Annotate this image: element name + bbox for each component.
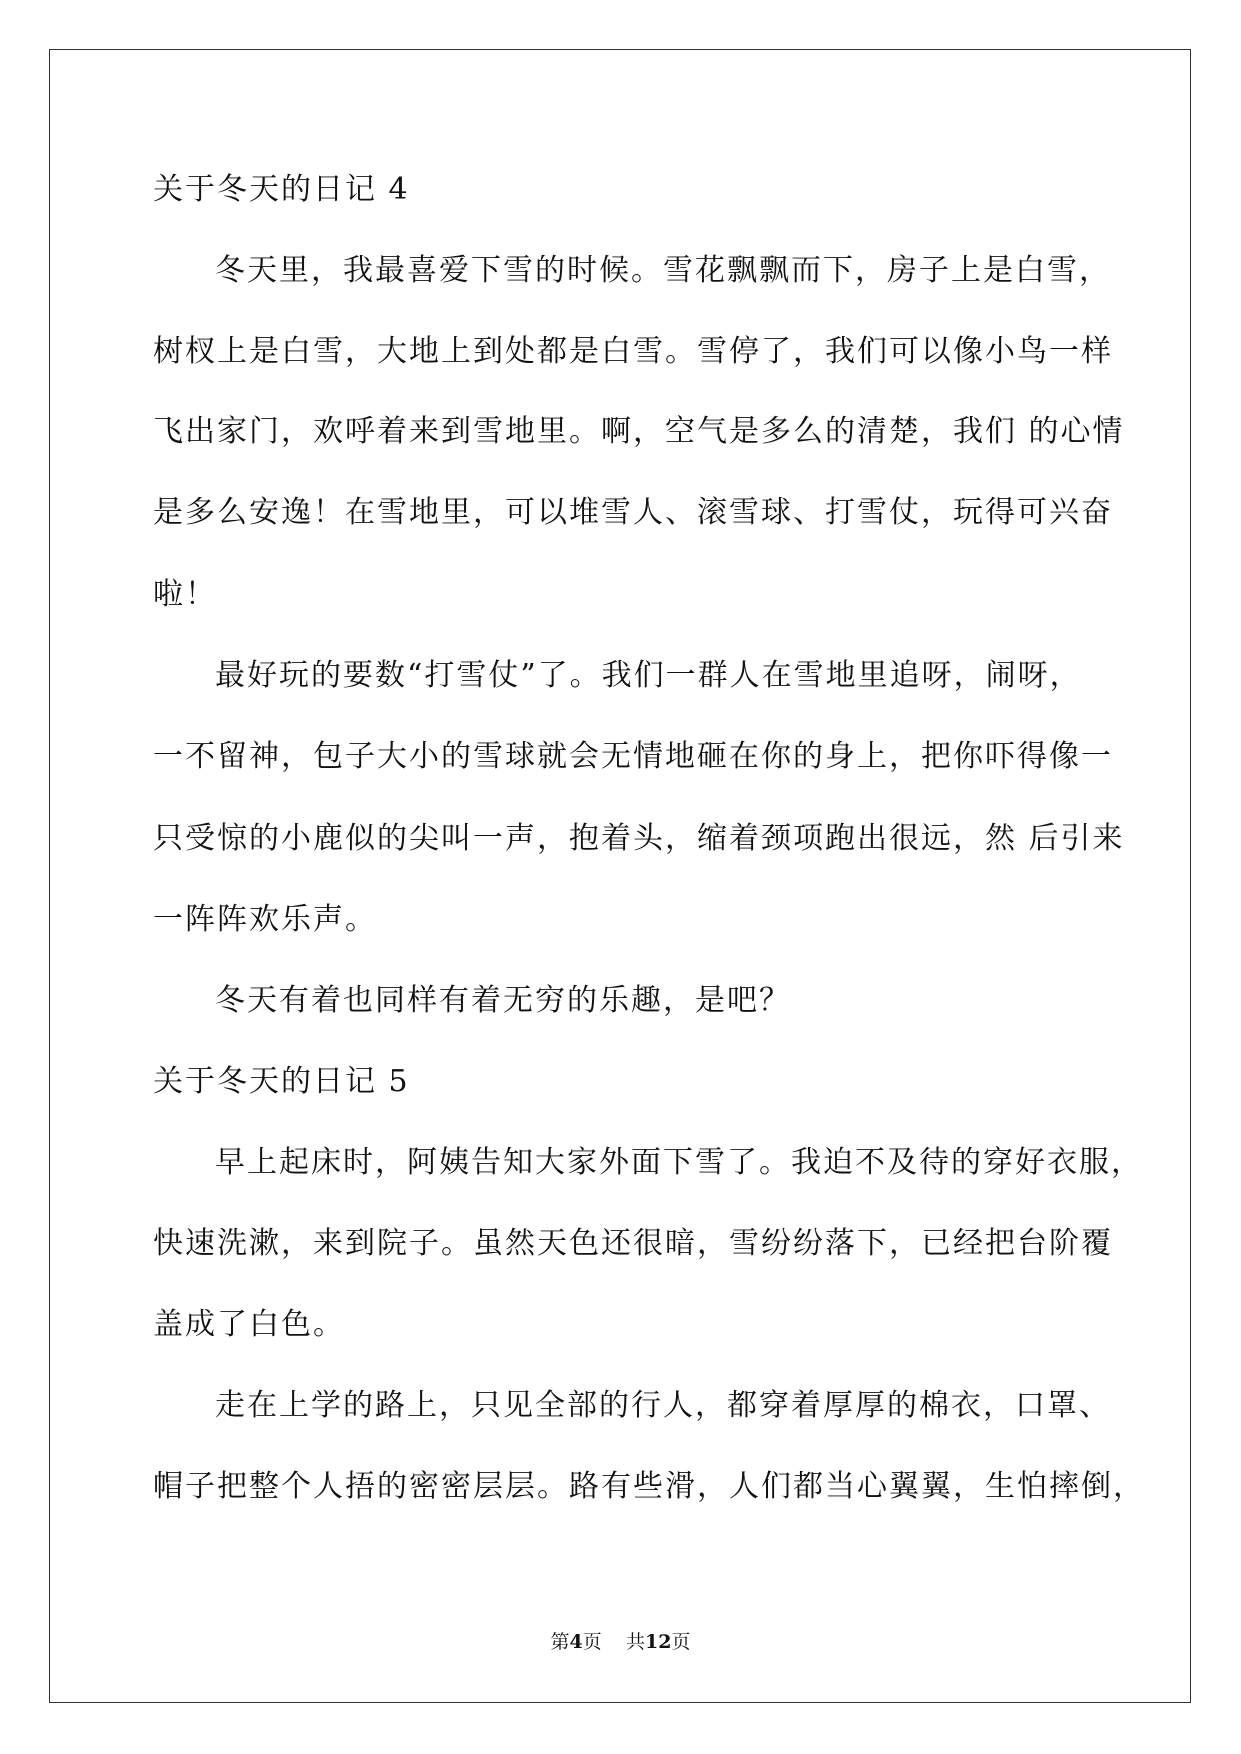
footer-page-number: 4 [569, 1631, 583, 1653]
paragraph-line: 帽子把整个人捂的密密层层。路有些滑，人们都当心翼翼，生怕摔倒， [153, 1469, 1145, 1504]
paragraph-line: 早上起床时，阿姨告知大家外面下雪了。我迫不及待的穿好衣服， [215, 1145, 1143, 1180]
paragraph-line: 一阵阵欢乐声。 [153, 902, 377, 937]
paragraph-line: 飞出家门，欢呼着来到雪地里。啊，空气是多么的清楚，我们 的心情 [153, 414, 1125, 449]
footer-total-prefix: 共 [625, 1631, 645, 1653]
footer-total-number: 12 [644, 1631, 672, 1653]
section-title: 关于冬天的日记 5 [153, 1064, 410, 1099]
section-title: 关于冬天的日记 4 [153, 172, 410, 207]
paragraph-line: 冬天有着也同样有着无穷的乐趣，是吧？ [215, 983, 791, 1018]
paragraph-line: 树杈上是白雪，大地上到处都是白雪。雪停了，我们可以像小鸟一样 [153, 334, 1113, 369]
paragraph-line: 快速洗漱，来到院子。虽然天色还很暗，雪纷纷落下，已经把台阶覆 [153, 1226, 1113, 1261]
paragraph-line: 走在上学的路上，只见全部的行人，都穿着厚厚的棉衣，口罩、 [215, 1388, 1111, 1423]
paragraph-line: 只受惊的小鹿似的尖叫一声，抱着头，缩着颈项跑出很远，然 后引来 [153, 821, 1125, 856]
paragraph-line: 盖成了白色。 [153, 1307, 345, 1342]
footer-page-suffix: 页 [582, 1631, 602, 1653]
paragraph-line: 最好玩的要数“打雪仗”了。我们一群人在雪地里追呀，闹呀， [215, 658, 1082, 693]
paragraph-line: 冬天里，我最喜爱下雪的时候。雪花飘飘而下，房子上是白雪， [215, 253, 1111, 288]
paragraph-line: 一不留神，包子大小的雪球就会无情地砸在你的身上，把你吓得像一 [153, 739, 1113, 774]
page-footer [0, 1630, 1241, 1654]
paragraph-line: 是多么安逸！在雪地里，可以堆雪人、滚雪球、打雪仗，玩得可兴奋 [153, 495, 1113, 530]
footer-page-prefix: 第 [550, 1631, 570, 1653]
footer-total-suffix: 页 [671, 1631, 691, 1653]
page-border [49, 49, 1191, 1703]
paragraph-line: 啦！ [153, 577, 217, 612]
